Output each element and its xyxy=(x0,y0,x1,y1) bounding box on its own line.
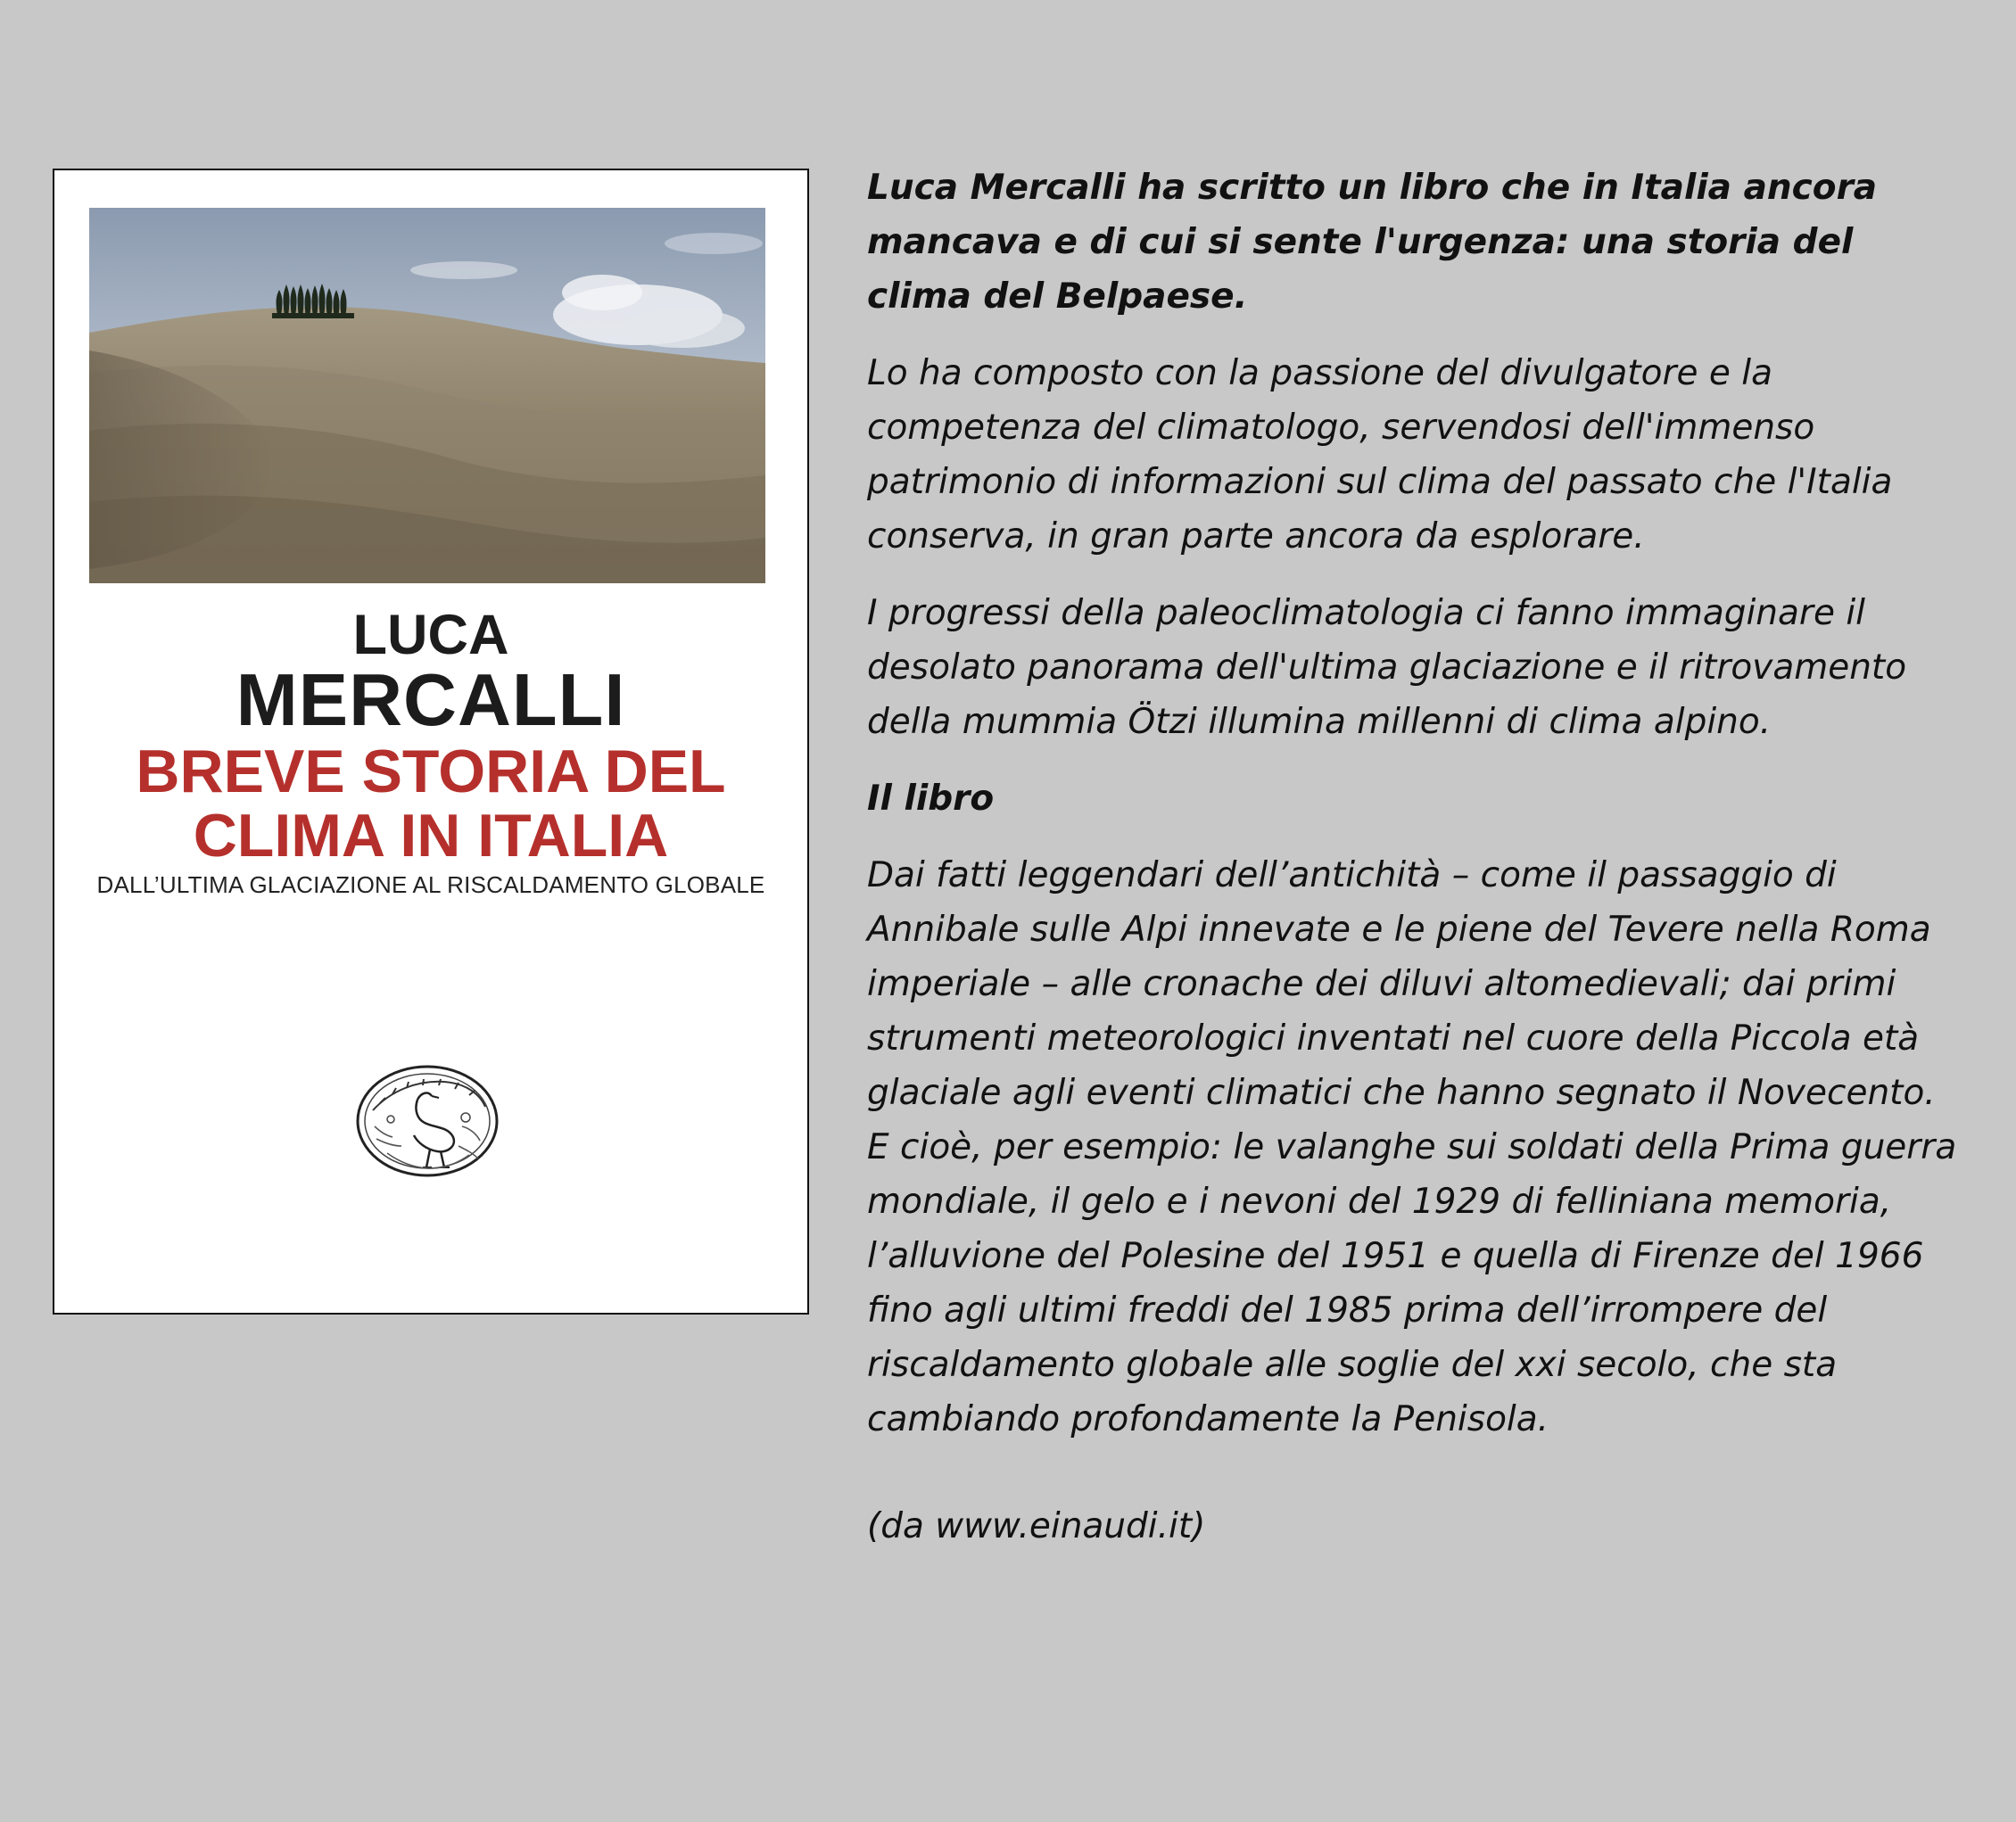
cover-title-line-1: BREVE STORIA DEL xyxy=(136,738,726,805)
source-credit: (da www.einaudi.it) xyxy=(867,1506,1206,1546)
cover-title-line-2: CLIMA IN ITALIA xyxy=(193,802,669,870)
section-heading-il-libro: Il libro xyxy=(867,779,995,819)
book-cover xyxy=(53,169,809,1315)
cover-author-first-name: LUCA xyxy=(352,604,509,666)
description-lead: Luca Mercalli ha scritto un libro che in Italia ancora mancava e di cui si sente l'urgenza: una storia del clima del Belpaese. xyxy=(867,168,1878,317)
cover-subtitle: DALL’ULTIMA GLACIAZIONE AL RISCALDAMENTO GLOBALE xyxy=(96,871,765,898)
book-description xyxy=(867,161,1964,1554)
cover-photo xyxy=(89,208,765,583)
description-paragraph-1: Lo ha composto con la passione del divulgatore e la competenza del climatologo, servendosi dell'immenso patrimonio di informazioni sul clima del passato che l'Italia conserva, in gran parte ancora da esplorare. xyxy=(867,353,1893,556)
landscape-image xyxy=(89,208,765,583)
description-paragraph-3: Dai fatti leggendari dell’antichità – come il passaggio di Annibale sulle Alpi innevate e le piene del Tevere nella Roma imperiale – alle cronache dei diluvi altomedievali; dai primi strumenti meteorologici inventati nel cuore della Piccola età glaciale agli eventi climatici che hanno segnato il Novecento. E cioè, per esempio: le valanghe sui soldati della Prima guerra mondiale, il gelo e i nevoni del 1929 di felliniana memoria, l’alluvione del Polesine del 1951 e quella di Firenze del 1966 fino agli ultimi freddi del 1985 prima dell’irrompere del riscaldamento globale alle soglie del xxi secolo, che sta cambiando profondamente la Penisola. xyxy=(867,855,1957,1439)
description-paragraph-2: I progressi della paleoclimatologia ci fanno immaginare il desolato panorama dell'ultima glaciazione e il ritrovamento della mummia Ötzi illumina millenni di clima alpino. xyxy=(867,593,1907,742)
cover-author-last-name: MERCALLI xyxy=(235,658,626,741)
publisher-logo xyxy=(355,1064,500,1178)
ostrich-seal-icon xyxy=(355,1064,500,1178)
